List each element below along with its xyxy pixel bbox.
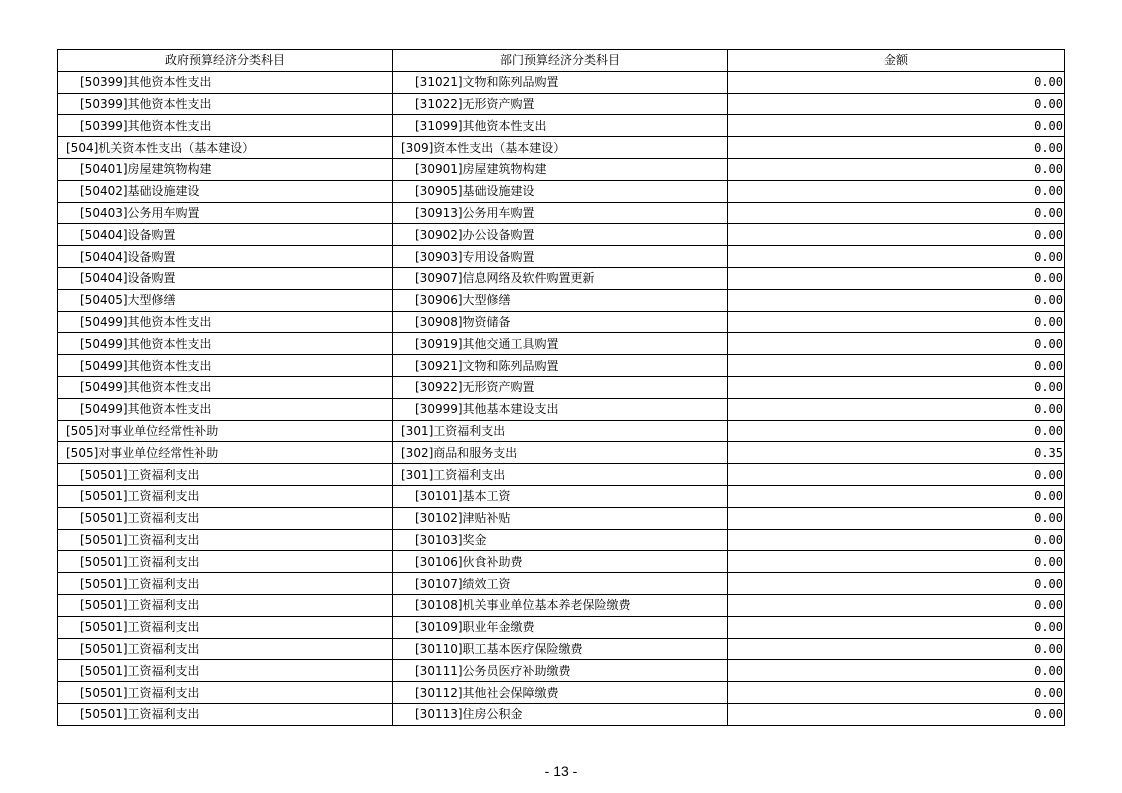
- amount-cell: 0.35: [728, 442, 1065, 464]
- gov-category-cell: [50399]其他资本性支出: [58, 115, 393, 137]
- table-row: [58, 638, 1065, 660]
- gov-category-cell: [50501]工资福利支出: [58, 485, 393, 507]
- table-row: [58, 682, 1065, 704]
- dept-category-cell: [301]工资福利支出: [393, 420, 728, 442]
- dept-category-cell: [30111]公务员医疗补助缴费: [393, 660, 728, 682]
- amount-cell: 0.00: [728, 93, 1065, 115]
- table-row: [58, 660, 1065, 682]
- gov-category-cell: [50501]工资福利支出: [58, 573, 393, 595]
- header-dept-category: 部门预算经济分类科目: [393, 50, 728, 72]
- gov-category-cell: [50499]其他资本性支出: [58, 355, 393, 377]
- dept-category-cell: [30906]大型修缮: [393, 289, 728, 311]
- dept-category-cell: [301]工资福利支出: [393, 464, 728, 486]
- amount-cell: 0.00: [728, 638, 1065, 660]
- table-row: [58, 703, 1065, 725]
- amount-cell: 0.00: [728, 464, 1065, 486]
- amount-cell: 0.00: [728, 573, 1065, 595]
- table-row: [58, 442, 1065, 464]
- dept-category-cell: [30999]其他基本建设支出: [393, 398, 728, 420]
- table-row: [58, 224, 1065, 246]
- amount-cell: 0.00: [728, 224, 1065, 246]
- dept-category-cell: [30905]基础设施建设: [393, 180, 728, 202]
- amount-cell: 0.00: [728, 529, 1065, 551]
- dept-category-cell: [30103]奖金: [393, 529, 728, 551]
- amount-cell: 0.00: [728, 376, 1065, 398]
- amount-cell: 0.00: [728, 180, 1065, 202]
- amount-cell: 0.00: [728, 333, 1065, 355]
- amount-cell: 0.00: [728, 71, 1065, 93]
- dept-category-cell: [30913]公务用车购置: [393, 202, 728, 224]
- gov-category-cell: [50499]其他资本性支出: [58, 311, 393, 333]
- gov-category-cell: [50501]工资福利支出: [58, 464, 393, 486]
- dept-category-cell: [30107]绩效工资: [393, 573, 728, 595]
- amount-cell: 0.00: [728, 507, 1065, 529]
- table-row: [58, 398, 1065, 420]
- table-row: [58, 311, 1065, 333]
- amount-cell: 0.00: [728, 289, 1065, 311]
- gov-category-cell: [50501]工资福利支出: [58, 529, 393, 551]
- table-row: [58, 507, 1065, 529]
- table-row: [58, 71, 1065, 93]
- gov-category-cell: [50501]工资福利支出: [58, 594, 393, 616]
- dept-category-cell: [31022]无形资产购置: [393, 93, 728, 115]
- table-row: [58, 594, 1065, 616]
- table-row: [58, 289, 1065, 311]
- gov-category-cell: [504]机关资本性支出（基本建设）: [58, 137, 393, 159]
- table-row: [58, 158, 1065, 180]
- gov-category-cell: [50404]设备购置: [58, 224, 393, 246]
- gov-category-cell: [50403]公务用车购置: [58, 202, 393, 224]
- amount-cell: 0.00: [728, 703, 1065, 725]
- gov-category-cell: [50399]其他资本性支出: [58, 93, 393, 115]
- amount-cell: 0.00: [728, 115, 1065, 137]
- dept-category-cell: [30113]住房公积金: [393, 703, 728, 725]
- amount-cell: 0.00: [728, 137, 1065, 159]
- dept-category-cell: [31021]文物和陈列品购置: [393, 71, 728, 93]
- table-row: [58, 333, 1065, 355]
- dept-category-cell: [30907]信息网络及软件购置更新: [393, 267, 728, 289]
- gov-category-cell: [50501]工资福利支出: [58, 638, 393, 660]
- gov-category-cell: [50501]工资福利支出: [58, 703, 393, 725]
- amount-cell: 0.00: [728, 682, 1065, 704]
- table-row: [58, 464, 1065, 486]
- gov-category-cell: [50401]房屋建筑物构建: [58, 158, 393, 180]
- amount-cell: 0.00: [728, 246, 1065, 268]
- amount-cell: 0.00: [728, 660, 1065, 682]
- gov-category-cell: [50501]工资福利支出: [58, 551, 393, 573]
- dept-category-cell: [30921]文物和陈列品购置: [393, 355, 728, 377]
- table-row: [58, 246, 1065, 268]
- amount-cell: 0.00: [728, 616, 1065, 638]
- gov-category-cell: [50499]其他资本性支出: [58, 376, 393, 398]
- gov-category-cell: [50501]工资福利支出: [58, 616, 393, 638]
- gov-category-cell: [50499]其他资本性支出: [58, 398, 393, 420]
- table-row: [58, 115, 1065, 137]
- dept-category-cell: [31099]其他资本性支出: [393, 115, 728, 137]
- amount-cell: 0.00: [728, 485, 1065, 507]
- dept-category-cell: [30112]其他社会保障缴费: [393, 682, 728, 704]
- table-row: [58, 355, 1065, 377]
- gov-category-cell: [505]对事业单位经常性补助: [58, 420, 393, 442]
- dept-category-cell: [30908]物资储备: [393, 311, 728, 333]
- table-row: [58, 180, 1065, 202]
- gov-category-cell: [50501]工资福利支出: [58, 660, 393, 682]
- budget-table: [57, 49, 1065, 726]
- dept-category-cell: [30101]基本工资: [393, 485, 728, 507]
- header-amount: 金额: [728, 50, 1065, 72]
- header-gov-category: 政府预算经济分类科目: [58, 50, 393, 72]
- dept-category-cell: [30901]房屋建筑物构建: [393, 158, 728, 180]
- amount-cell: 0.00: [728, 355, 1065, 377]
- table-row: [58, 573, 1065, 595]
- dept-category-cell: [30903]专用设备购置: [393, 246, 728, 268]
- table-row: [58, 202, 1065, 224]
- table-row: [58, 93, 1065, 115]
- dept-category-cell: [30108]机关事业单位基本养老保险缴费: [393, 594, 728, 616]
- dept-category-cell: [30902]办公设备购置: [393, 224, 728, 246]
- gov-category-cell: [50405]大型修缮: [58, 289, 393, 311]
- dept-category-cell: [30109]职业年金缴费: [393, 616, 728, 638]
- amount-cell: 0.00: [728, 202, 1065, 224]
- dept-category-cell: [30919]其他交通工具购置: [393, 333, 728, 355]
- table-row: [58, 616, 1065, 638]
- table-row: [58, 376, 1065, 398]
- dept-category-cell: [30102]津贴补贴: [393, 507, 728, 529]
- amount-cell: 0.00: [728, 311, 1065, 333]
- table-header-row: [58, 50, 1065, 72]
- page-number: - 13 -: [544, 763, 578, 779]
- gov-category-cell: [50499]其他资本性支出: [58, 333, 393, 355]
- dept-category-cell: [30110]职工基本医疗保险缴费: [393, 638, 728, 660]
- dept-category-cell: [302]商品和服务支出: [393, 442, 728, 464]
- amount-cell: 0.00: [728, 158, 1065, 180]
- table-row: [58, 420, 1065, 442]
- gov-category-cell: [505]对事业单位经常性补助: [58, 442, 393, 464]
- table-row: [58, 551, 1065, 573]
- dept-category-cell: [30106]伙食补助费: [393, 551, 728, 573]
- table-row: [58, 267, 1065, 289]
- amount-cell: 0.00: [728, 551, 1065, 573]
- table-row: [58, 529, 1065, 551]
- amount-cell: 0.00: [728, 398, 1065, 420]
- amount-cell: 0.00: [728, 420, 1065, 442]
- dept-category-cell: [309]资本性支出（基本建设）: [393, 137, 728, 159]
- gov-category-cell: [50402]基础设施建设: [58, 180, 393, 202]
- table-body: [58, 71, 1065, 725]
- dept-category-cell: [30922]无形资产购置: [393, 376, 728, 398]
- table-row: [58, 485, 1065, 507]
- gov-category-cell: [50399]其他资本性支出: [58, 71, 393, 93]
- amount-cell: 0.00: [728, 267, 1065, 289]
- gov-category-cell: [50404]设备购置: [58, 267, 393, 289]
- table-row: [58, 137, 1065, 159]
- amount-cell: 0.00: [728, 594, 1065, 616]
- gov-category-cell: [50501]工资福利支出: [58, 507, 393, 529]
- gov-category-cell: [50501]工资福利支出: [58, 682, 393, 704]
- gov-category-cell: [50404]设备购置: [58, 246, 393, 268]
